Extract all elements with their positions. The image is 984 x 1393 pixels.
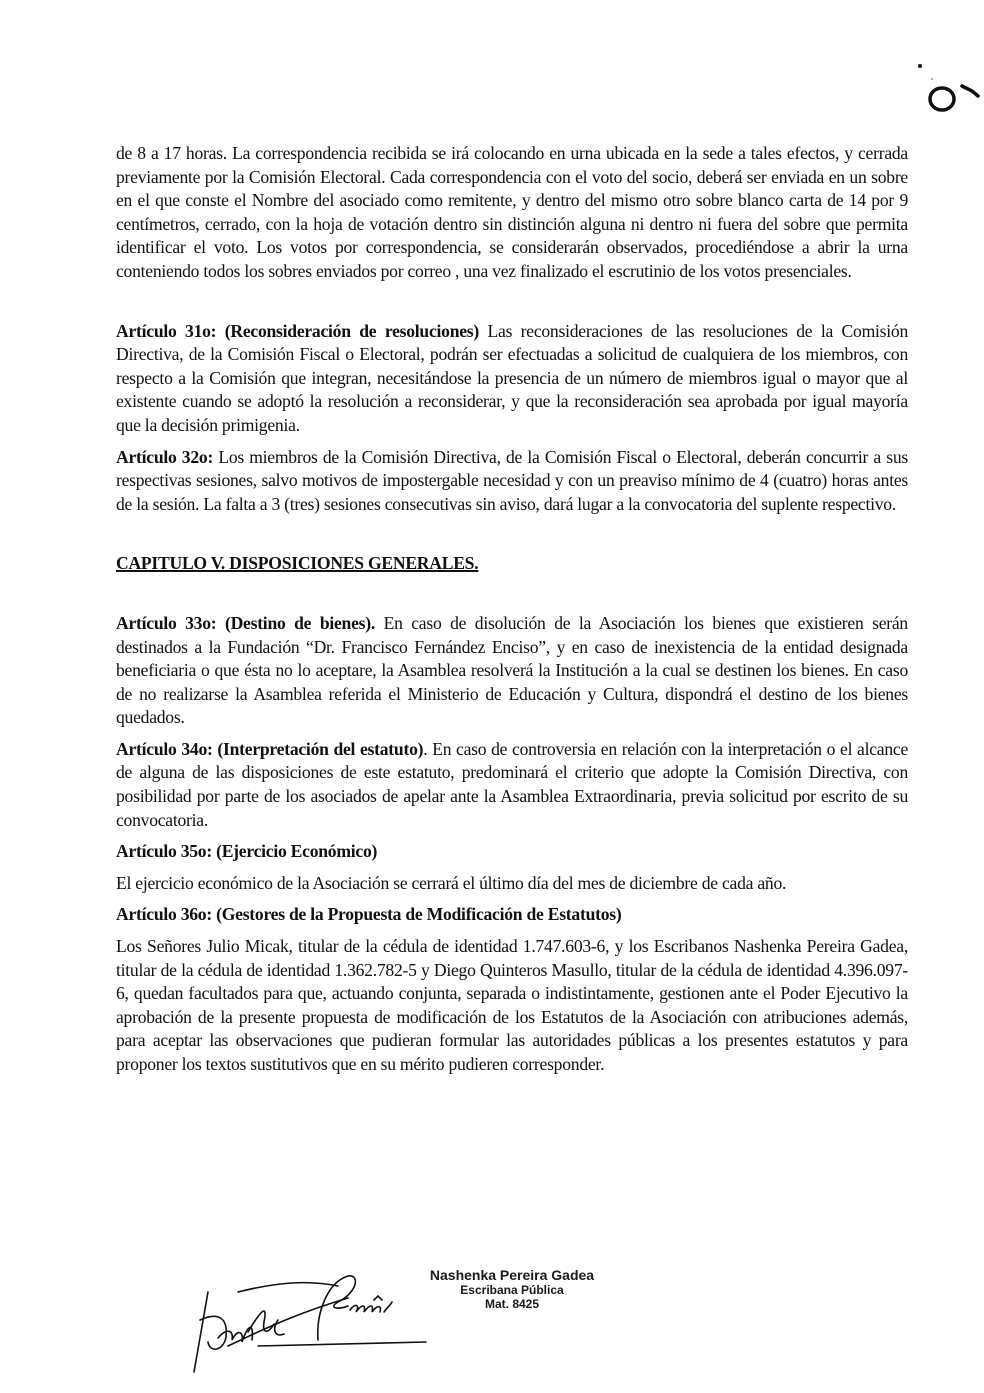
article-35-body: El ejercicio económico de la Asociación se cerrará el último día del mes de diciembre de cada año.: [116, 872, 787, 893]
article-32: [116, 446, 908, 517]
handwritten-signature-icon: [188, 1262, 428, 1382]
stamp-registration: Mat. 8425: [484, 1297, 540, 1311]
stamp-name: Nashenka Pereira Gadea: [429, 1267, 595, 1283]
voting-continuation-paragraph: de 8 a 17 horas. La correspondencia recibida se irá colocando en urna ubicada en la sede a tales efectos, y cerrada previamente por la Comisión Electoral. Cada correspondencia con el voto del socio, deberá ser enviada en un sobre en el que conste el Nombre del asociado como remitente, y dentro del mismo otro sobre blanco carta de 14 por 9 centímetros, cerrado, con la hoja de votación dentro sin distinción alguna ni dentro ni fuera del sobre que permita identificar el voto. Los votos por correspondencia, se considerarán observados, procediéndose a abrir la urna conteniendo todos los sobres enviados por correo , una vez finalizado el escrutinio de los votos presenciales.: [116, 143, 908, 281]
article-33: [116, 612, 908, 730]
stamp-title: Escribana Pública: [460, 1283, 564, 1297]
article-33-body: En caso de disolución de la Asociación los bienes que existieren serán destinados a la Fundación “Dr. Francisco Fernández Enciso”, y en caso de inexistencia de la entidad designada beneficiaria o que ésta no lo aceptare, la Asamblea resolverá la Institución a la cual se destinen los bienes. En caso de no realizarse la Asamblea referida el Ministerio de Educación y Cultura, dispondrá el destino de los bienes quedados.: [116, 612, 908, 728]
chapter-heading: CAPITULO V. DISPOSICIONES GENERALES.: [116, 553, 479, 574]
article-32-body: Los miembros de la Comisión Directiva, de la Comisión Fiscal o Electoral, deberán concurrir a sus respectivas sesiones, salvo motivos de impostergable necesidad y con un preaviso mínimo de 4 (cuatro) horas antes de la sesión. La falta a 3 (tres) sesiones consecutivas sin aviso, dará lugar a la convocatoria del suplente respectivo.: [116, 446, 908, 514]
article-31-heading: Artículo 31o: (Reconsideración de resoluciones): [116, 320, 480, 341]
article-36-body: Los Señores Julio Micak, titular de la cédula de identidad 1.747.603-6, y los Escribanos Nashenka Pereira Gadea, titular de la cédula de identidad 1.362.782-5 y Diego Quinteros Masullo, titular de la cédula de identidad 4.396.097-6, quedan facultados para que, actuando conjunta, separada o indistintamente, gestionen ante el Poder Ejecutivo la aprobación de la presente propuesta de modificación de los Estatutos de la Asociación con atribuciones además, para aceptar las observaciones que pudieran formular las autoridades públicas a los presentes estatutos y para proponer los textos sustitutivos que en su mérito pudieren corresponder.: [116, 936, 908, 1074]
article-32-heading: Artículo 32o:: [116, 446, 214, 467]
article-34-heading: Artículo 34o: (Interpretación del estatuto): [116, 738, 424, 759]
article-35-heading: Artículo 35o: (Ejercicio Económico): [116, 841, 378, 862]
article-36-heading: Artículo 36o: (Gestores de la Propuesta de Modificación de Estatutos): [116, 904, 622, 925]
document-body: [116, 142, 908, 1077]
article-34: [116, 738, 908, 832]
article-31: [116, 320, 908, 438]
article-34-body: . En caso de controversia en relación con la interpretación o el alcance de alguna de las disposiciones de este estatuto, predominará el criterio que adopte la Comisión Directiva, con posibilidad por parte de los asociados de apelar ante la Asamblea Extraordinaria, previa solicitud por escrito de su convocatoria.: [116, 738, 909, 830]
article-33-heading: Artículo 33o: (Destino de bienes).: [116, 612, 375, 633]
article-31-body: Las reconsideraciones de las resoluciones de la Comisión Directiva, de la Comisión Fiscal o Electoral, podrán ser efectuadas a solicitud de cualquiera de los miembros, con respecto a la Comisión que integran, necesitándose la presencia de un número de miembros igual o mayor que al existente cuando se adoptó la resolución a reconsiderar, y que la reconsideración sea aprobada por igual mayoría que la decisión primigenia.: [116, 320, 908, 435]
signature-block: [188, 1262, 608, 1382]
notary-stamp: [422, 1267, 602, 1311]
handwritten-page-mark-icon: [912, 58, 984, 114]
